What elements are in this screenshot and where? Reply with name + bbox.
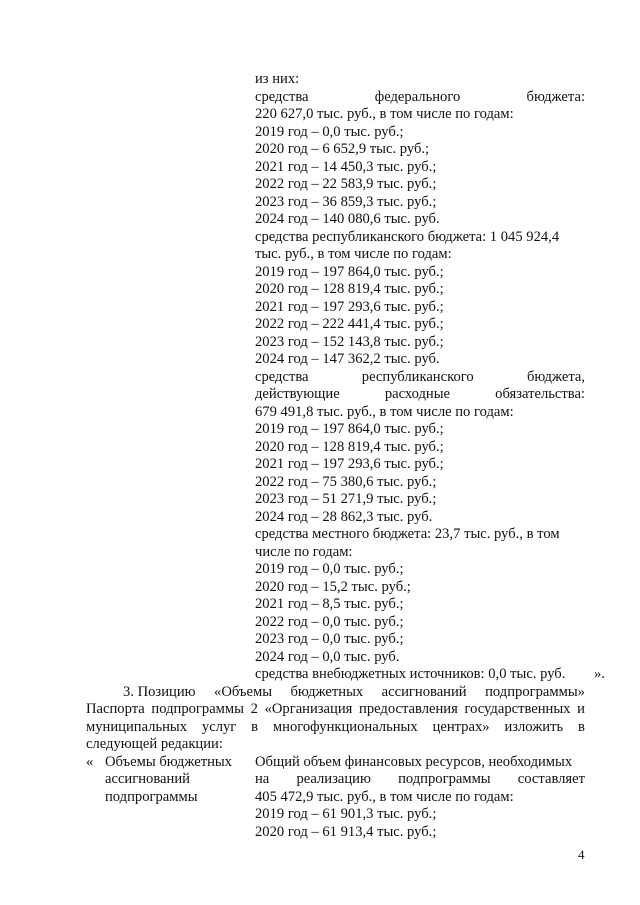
year-line: 2019 год – 197 864,0 тыс. руб.; [255, 264, 444, 280]
justified-line [86, 701, 585, 718]
word: «Объемы [214, 684, 272, 700]
word: 2 [250, 701, 258, 717]
word: и [577, 701, 585, 717]
word: обязательства: [495, 386, 585, 402]
justified-line [123, 684, 585, 701]
year-line: 2019 год – 0,0 тыс. руб.; [255, 124, 404, 140]
text-line: средства местного бюджета: 23,7 тыс. руб., в том [255, 526, 560, 542]
year-line: 2020 год – 15,2 тыс. руб.; [255, 579, 411, 595]
opening-quote: « [86, 754, 94, 770]
year-line: 2020 год – 6 652,9 тыс. руб.; [255, 141, 430, 157]
table-left-label: Объемы бюджетных [105, 754, 232, 770]
text-line: 220 627,0 тыс. руб., в том числе по годам: [255, 106, 514, 122]
word: 3. Позицию [123, 684, 196, 700]
justified-line [255, 386, 585, 403]
text-line: средства внебюджетных источников: 0,0 тыс. руб. [255, 666, 566, 682]
text-line: из них: [255, 71, 300, 87]
table-left-label: подпрограммы [105, 789, 198, 805]
year-line: 2021 год – 14 450,3 тыс. руб.; [255, 159, 437, 175]
year-line: 2024 год – 0,0 тыс. руб. [255, 649, 400, 665]
text-line: числе по годам: [255, 544, 353, 560]
year-line: 2021 год – 197 293,6 тыс. руб.; [255, 456, 444, 472]
word: подпрограммы [151, 701, 244, 717]
word: бюджетных [290, 684, 364, 700]
closing-quote: ». [594, 666, 605, 682]
year-line: 2019 год – 197 864,0 тыс. руб.; [255, 421, 444, 437]
word: государственных [464, 701, 571, 717]
word: на [255, 771, 270, 787]
year-line: 2024 год – 147 362,2 тыс. руб. [255, 351, 440, 367]
word: составляет [517, 771, 585, 787]
word: предоставления [359, 701, 458, 717]
word: реализацию [296, 771, 371, 787]
year-line: 2022 год – 22 583,9 тыс. руб.; [255, 176, 437, 192]
word: в [578, 719, 585, 735]
text-line: тыс. руб., в том числе по годам: [255, 246, 452, 262]
year-line: 2021 год – 197 293,6 тыс. руб.; [255, 299, 444, 315]
word: «Организация [264, 701, 353, 717]
word: Паспорта [86, 701, 145, 717]
year-line: 2024 год – 28 862,3 тыс. руб. [255, 509, 433, 525]
year-line: 2024 год – 140 080,6 тыс. руб. [255, 211, 440, 227]
word: подпрограммы» [485, 684, 585, 700]
word: ассигнований [381, 684, 467, 700]
year-line: 2020 год – 128 819,4 тыс. руб.; [255, 439, 444, 455]
text-line: средства республиканского бюджета: 1 045 924,4 [255, 229, 560, 245]
word: многофункциональных [272, 719, 418, 735]
justified-line [255, 89, 585, 106]
year-line: 2023 год – 36 859,3 тыс. руб.; [255, 194, 437, 210]
year-line: 2023 год – 51 271,9 тыс. руб.; [255, 491, 437, 507]
page-number: 4 [578, 847, 585, 862]
year-line: 2022 год – 0,0 тыс. руб.; [255, 614, 404, 630]
word: республиканского [361, 369, 474, 385]
word: муниципальных [86, 719, 188, 735]
word: федерального [374, 89, 461, 105]
text-line: 679 491,8 тыс. руб., в том числе по годам: [255, 404, 514, 420]
word: средства [255, 369, 309, 385]
year-line: 2020 год – 128 819,4 тыс. руб.; [255, 281, 444, 297]
year-line: 2019 год – 61 901,3 тыс. руб.; [255, 806, 437, 822]
year-line: 2020 год – 61 913,4 тыс. руб.; [255, 824, 437, 840]
word: бюджета: [526, 89, 585, 105]
word: услуг [201, 719, 237, 735]
text-line: Общий объем финансовых ресурсов, необходимых [255, 754, 573, 770]
justified-line [86, 719, 585, 736]
justified-line [255, 369, 585, 386]
year-line: 2022 год – 75 380,6 тыс. руб.; [255, 474, 437, 490]
table-left-label: ассигнований [105, 771, 190, 787]
year-line: 2022 год – 222 441,4 тыс. руб.; [255, 316, 444, 332]
word: центрах» [432, 719, 490, 735]
year-line: 2019 год – 0,0 тыс. руб.; [255, 561, 404, 577]
word: подпрограммы [398, 771, 491, 787]
year-line: 2023 год – 152 143,8 тыс. руб.; [255, 334, 444, 350]
justified-line [255, 771, 585, 788]
text-line: 405 472,9 тыс. руб., в том числе по годам: [255, 789, 514, 805]
year-line: 2023 год – 0,0 тыс. руб.; [255, 631, 404, 647]
text-line: следующей редакции: [86, 736, 223, 752]
word: расходные [384, 386, 451, 402]
word: в [251, 719, 259, 735]
word: действующие [255, 386, 340, 402]
word: средства [255, 89, 309, 105]
year-line: 2021 год – 8,5 тыс. руб.; [255, 596, 404, 612]
word: изложить [504, 719, 564, 735]
word: бюджета, [526, 369, 585, 385]
